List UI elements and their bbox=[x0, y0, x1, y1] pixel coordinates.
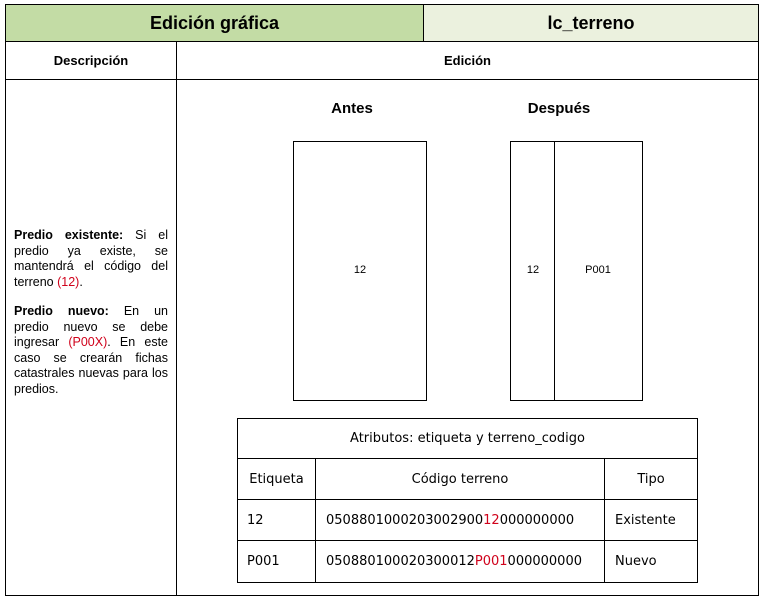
row2-type: Nuevo bbox=[615, 554, 657, 569]
column-header-descripcion bbox=[5, 41, 177, 80]
descripcion-label: Descripción bbox=[53, 53, 129, 68]
after-title: Después bbox=[527, 100, 591, 117]
row1-type-cell bbox=[605, 500, 697, 541]
header-right-title: lc_terreno bbox=[547, 12, 635, 33]
row2-code-prefix: 050880100020300012 bbox=[326, 554, 475, 569]
row1-code-suffix: 000000000 bbox=[499, 512, 575, 528]
row2-code-suffix: 000000000 bbox=[507, 554, 582, 569]
row1-code-prefix: 0508801000203002900 bbox=[326, 512, 484, 528]
header-edicion-grafica bbox=[5, 4, 424, 42]
parcel-after-right-label: P001 bbox=[585, 264, 611, 276]
table-row bbox=[238, 500, 316, 541]
row1-code-cell bbox=[316, 500, 605, 541]
new-code: (P00X) bbox=[68, 335, 108, 349]
existing-code: (12) bbox=[57, 274, 80, 289]
attributes-title-text: Atributos: etiqueta y terreno_codigo bbox=[350, 431, 585, 446]
etiqueta-header-text: Etiqueta bbox=[249, 471, 304, 487]
new-term: Predio nuevo: bbox=[14, 304, 109, 318]
parcel-before-label: 12 bbox=[353, 264, 367, 276]
existing-term: Predio existente: bbox=[14, 228, 124, 242]
header-lc-terreno bbox=[423, 4, 759, 42]
new-text: En un predio nuevo se debe ingresar bbox=[14, 304, 169, 349]
col-etiqueta-header bbox=[238, 459, 316, 500]
column-header-edicion bbox=[176, 41, 759, 80]
subdivision-line bbox=[554, 141, 555, 401]
row2-label: P001 bbox=[247, 554, 280, 569]
description-existing bbox=[14, 228, 168, 290]
description-text bbox=[14, 228, 168, 411]
row2-code-cell bbox=[316, 541, 605, 582]
row2-code-highlight: P001 bbox=[474, 554, 508, 569]
col-tipo-header bbox=[605, 459, 697, 500]
row2-type-cell bbox=[605, 541, 697, 582]
row1-code-highlight: 12 bbox=[483, 512, 500, 528]
attributes-title bbox=[238, 419, 697, 459]
tipo-header-text: Tipo bbox=[637, 471, 665, 487]
col-codigo-header bbox=[316, 459, 605, 500]
new-end: . En este caso se crearán fichas catastrales nuevas para los predios. bbox=[14, 335, 168, 396]
table-row bbox=[238, 541, 316, 582]
before-title: Antes bbox=[331, 100, 373, 117]
existing-text: Si el predio ya existe, se mantendrá el código del terreno bbox=[14, 228, 168, 289]
existing-end: . bbox=[79, 274, 83, 289]
parcel-after-left-label: 12 bbox=[526, 264, 540, 276]
row1-type: Existente bbox=[615, 512, 676, 528]
codigo-header-text: Código terreno bbox=[411, 471, 509, 487]
edicion-label: Edición bbox=[444, 53, 491, 68]
attributes-table bbox=[237, 418, 698, 583]
description-new bbox=[14, 304, 168, 397]
row1-label: 12 bbox=[247, 512, 264, 528]
header-left-title: Edición gráfica bbox=[149, 12, 280, 33]
